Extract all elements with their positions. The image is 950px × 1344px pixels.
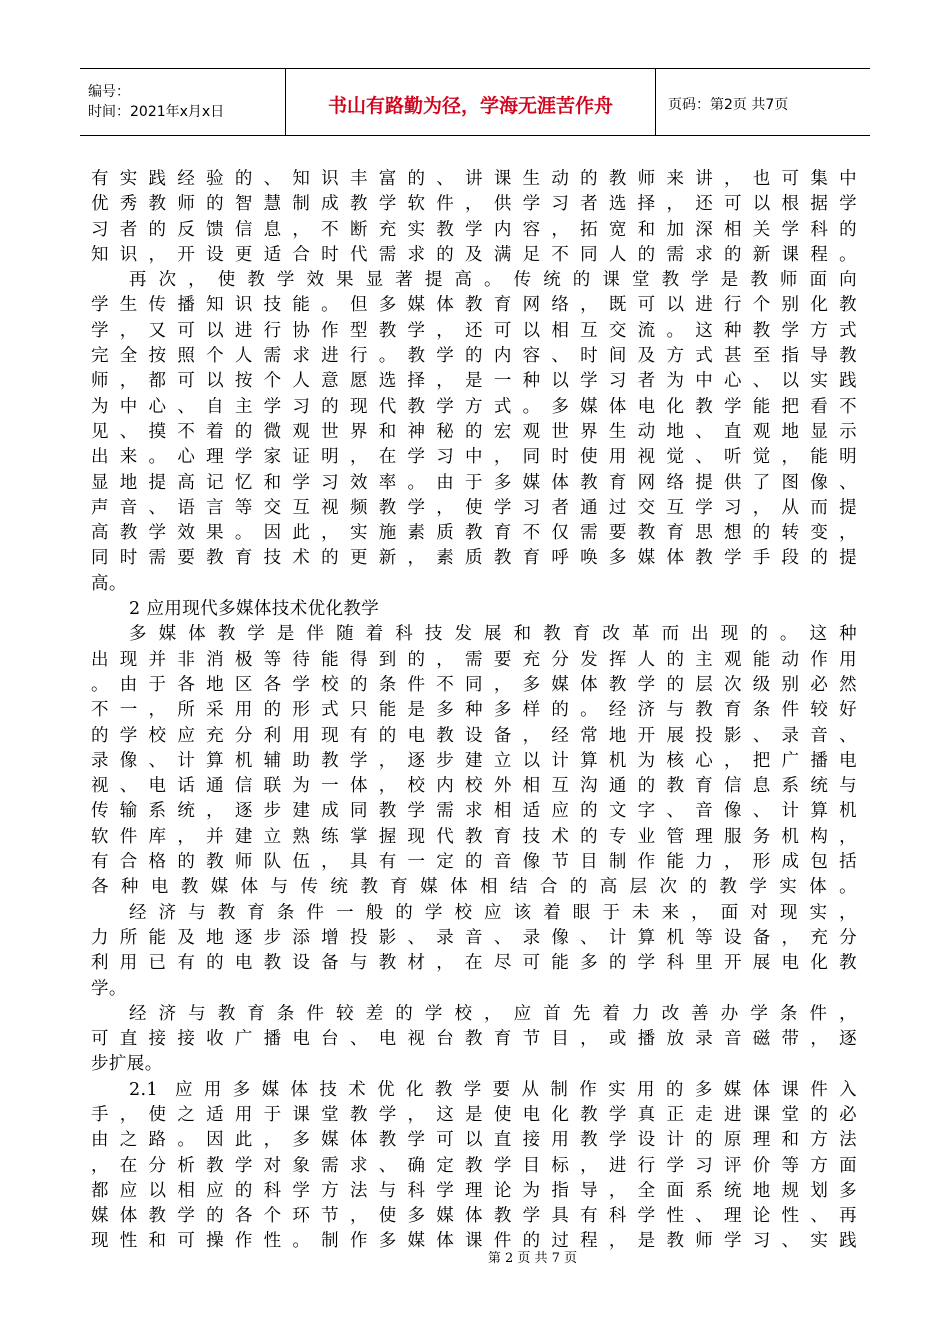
body-text-line: 2.1 应用多媒体技术优化教学要从制作实用的多媒体课件入	[129, 1079, 857, 1100]
body-text-line: 传输系统，逐步建成同教学需求相适应的文字、音像、计算机	[91, 801, 857, 822]
body-text-line: 录像、计算机辅助教学，逐步建立以计算机为核心，把广播电	[91, 750, 857, 771]
body-text-line: 各种电教媒体与传统教育媒体相结合的高层次的教学实体。	[91, 877, 857, 898]
body-text-line: 可直接接收广播电台、电视台教育节目，或播放录音磁带，逐	[91, 1029, 857, 1050]
body-text-line: 声音、语言等交互视频教学，使学习者通过交互学习，从而提	[91, 497, 857, 518]
body-text-line: 学生传播知识技能。但多媒体教育网络，既可以进行个别化教	[91, 295, 857, 316]
body-text-line: 知识，开设更适合时代需求的及满足不同人的需求的新课程。	[91, 244, 857, 265]
body-text-line: 利用已有的电教设备与教材，在尽可能多的学科里开展电化教	[91, 953, 857, 974]
header-date-label: 时间：2021年x月x日	[88, 104, 225, 120]
header-number-label: 编号：	[88, 84, 130, 100]
body-text-line: 再次，使教学效果显著提高。传统的课堂教学是教师面向	[129, 270, 857, 291]
body-text-line: 由之路。因此，多媒体教学可以直接用教学设计的原理和方法	[91, 1130, 857, 1151]
page-footer: 第 2 页 共 7 页	[487, 1251, 578, 1266]
body-text-line: 经济与教育条件一般的学校应该着眼于未来，面对现实，	[129, 902, 857, 923]
body-text-line: 软件库，并建立熟练掌握现代教育技术的专业管理服务机构，	[91, 826, 857, 847]
body-text-line: 都应以相应的科学方法与科学理论为指导，全面系统地规划多	[91, 1180, 857, 1201]
body-text-line: 出来。心理学家证明，在学习中，同时使用视觉、听觉，能明	[91, 447, 857, 468]
body-text-line: 视、电话通信联为一体，校内校外相互沟通的教育信息系统与	[91, 776, 857, 797]
body-text-line: 媒体教学的各个环节，使多媒体教学具有科学性、理论性、再	[91, 1206, 857, 1227]
body-text-line: 经济与教育条件较差的学校，应首先着力改善办学条件，	[129, 1003, 857, 1024]
body-text-line: 高教学效果。因此，实施素质教育不仅需要教育思想的转变，	[91, 523, 857, 544]
body-text-line: 完全按照个人需求进行。教学的内容、时间及方式甚至指导教	[91, 346, 857, 367]
body-text-line: 步扩展。	[91, 1054, 163, 1075]
body-text-line: 力所能及地逐步添增投影、录音、录像、计算机等设备，充分	[91, 927, 857, 948]
body-text-line: 多媒体教学是伴随着科技发展和教育改革而出现的。这种	[129, 624, 857, 645]
body-text-line: 学，又可以进行协作型教学，还可以相互交流。这种教学方式	[91, 320, 857, 341]
body-text-line: 2 应用现代多媒体技术优化教学	[129, 599, 380, 620]
header-page-info: 页码：第2页 共7页	[668, 97, 789, 113]
body-text-line: 出现并非消极等待能得到的，需要充分发挥人的主观能动作用	[91, 649, 857, 670]
body-text-line: 不一，所采用的形式只能是多种多样的。经济与教育条件较好	[91, 700, 857, 721]
body-text-line: 显地提高记忆和学习效率。由于多媒体教育网络提供了图像、	[91, 472, 857, 493]
page-header	[80, 68, 870, 136]
body-text-line: 有合格的教师队伍，具有一定的音像节目制作能力，形成包括	[91, 852, 857, 873]
body-text-line: 见、摸不着的微观世界和神秘的宏观世界生动地、直观地显示	[91, 421, 857, 442]
body-text-line: 为中心、自主学习的现代教学方式。多媒体电化教学能把看不	[91, 396, 857, 417]
body-text-line: 同时需要教育技术的更新，素质教育呼唤多媒体教学手段的提	[91, 548, 857, 569]
body-text-line: 现性和可操作性。制作多媒体课件的过程，是教师学习、实践	[91, 1231, 857, 1252]
body-text-line: ，在分析教学对象需求、确定教学目标，进行学习评价等方面	[91, 1155, 857, 1176]
body-text-line: 学。	[91, 978, 127, 999]
body-text-line: 高。	[91, 573, 127, 594]
body-text-line: 习者的反馈信息，不断充实教学内容，拓宽和加深相关学科的	[91, 219, 857, 240]
body-text-line: 有实践经验的、知识丰富的、讲课生动的教师来讲，也可集中	[91, 169, 857, 189]
body-text-line: 。由于各地区各学校的条件不同，多媒体教学的层次级别必然	[91, 674, 857, 695]
body-text-line: 师，都可以按个人意愿选择，是一种以学习者为中心、以实践	[91, 371, 857, 392]
header-meta	[80, 69, 285, 135]
document-body	[91, 167, 857, 1255]
body-text-line: 的学校应充分利用现有的电教设备，经常地开展投影、录音、	[91, 725, 857, 746]
body-text-line: 优秀教师的智慧制成教学软件，供学习者选择，还可以根据学	[91, 194, 857, 215]
body-text-line: 手，使之适用于课堂教学，这是使电化教学真正走进课堂的必	[91, 1104, 857, 1125]
header-motto: 书山有路勤为径，学海无涯苦作舟	[285, 69, 656, 135]
